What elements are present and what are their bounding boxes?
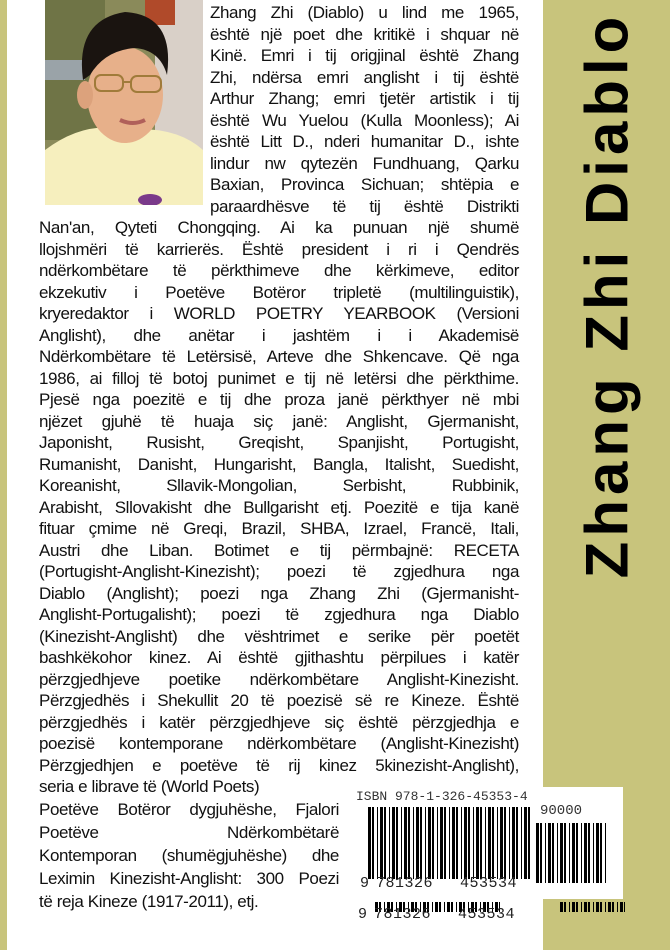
barcode-bar [372,807,374,879]
barcode-bar [600,823,602,883]
barcode-bar [524,807,527,879]
barcode-bar [516,807,518,879]
barcode-bar [464,807,467,879]
barcode-bar [377,807,378,879]
bio-line: paraardhësve të tij është Distrikti [210,196,519,216]
isbn-barcode [350,787,623,899]
barcode-bar [420,807,422,879]
barcode-bar [605,823,606,883]
price-code: 90000 [540,803,583,819]
barcode-bar [452,807,455,879]
bio-line: fituar çmime në Greqi, Brazil, SHBA, Izrael, Francë, Itali, [39,519,519,538]
bio-line: Përzgjedhjen e poetëve të rij kinez 5kinezisht-Anglisht), [39,755,519,775]
barcode-bar [584,902,587,912]
bio-line: (Kinezisht-Anglisht) dhe vështrimet e serike për poetët [39,626,519,646]
barcode-bar [608,902,611,912]
bio-line: Koreanisht, Sllavik-Mongolian, Serbisht, Rubbinik, [39,476,519,495]
barcode-bar [624,902,625,912]
left-cover-border [0,0,7,950]
bio-line: të reja Kineze (1917-2011), etj. [39,892,259,911]
barcode-echo-bars [560,902,625,912]
barcode-bar [572,823,575,883]
isbn-number: ISBN 978-1-326-45353-4 [356,789,528,804]
barcode-bar [500,807,503,879]
barcode-bar [435,902,438,912]
barcode-bar [564,902,566,912]
author-photo [45,0,203,205]
barcode-bar [504,807,506,879]
barcode-bar [444,902,445,912]
barcode-echo-lead-digit: 9 [358,906,368,923]
barcode-group-2: 453534 [460,875,518,892]
bio-line: është Wu Yuelou (Kulla Moonless); Ai [210,110,519,130]
barcode-bar [588,823,590,883]
bio-line: Anglisht), dhe anëtar i jashtëm i i Akademisë [39,325,519,345]
barcode-bar [569,902,570,912]
ean-barcode-bars [368,807,533,879]
barcode-bar [456,902,457,912]
barcode-bar [480,807,482,879]
barcode-bar [521,807,522,879]
barcode-bar [451,902,453,912]
barcode-bar [404,807,407,879]
bio-line: Austri dhe Liban. Botimet e tij përmbajnë: RECETA [39,540,519,560]
barcode-bar [440,807,443,879]
bio-line: Arthur Zhang; emri tjetër artistik i tij [210,89,519,108]
bio-line: lindur nw qytezën Fundhuang, Qarku [210,153,519,173]
barcode-bar [560,823,563,883]
bio-line: bashkëkohor kinez. Ai është gjithashtu përpilues i katër [39,648,519,667]
bio-line: ndërkombëtare të përkthimeve dhe kërkimeve, editor [39,261,519,280]
barcode-bar [396,807,398,879]
barcode-bar [380,807,383,879]
bio-line: Nan'an, Qyteti Chongqing. Ai ka punuan një shumë [39,218,519,237]
barcode-bar [552,823,554,883]
bio-line: është një poet dhe kritikë i shquar në [210,24,519,44]
barcode-bar [576,823,578,883]
bio-line: Përzgjedhës i Shekullit 20 të poezisë së re Kineze. Është [39,691,519,710]
barcode-bar [468,807,470,879]
barcode-bar [368,807,371,879]
barcode-bar [576,902,578,912]
bio-line: Zhi, ndërsa emri anglisht i tij është [210,67,519,87]
barcode-bar [581,902,582,912]
barcode-bar [584,823,587,883]
barcode-bar [437,807,438,879]
barcode-bar [447,902,450,912]
barcode-bar [557,823,558,883]
bio-line: përzgjedhjeve poetike ndërkombëtare Anglisht-Kinezisht. [39,669,519,689]
bio-line: 1986, ai filloj të botoj punimet e tij në letërsi dhe përkthime. [39,368,519,388]
bio-line: Ndërkombëtare të Letërsisë, Arteve dhe Shkencave. Që nga [39,347,519,366]
bio-line: (Portugisht-Anglisht-Kinezisht); poezi të zgjedhura nga [39,562,519,581]
barcode-bar [473,807,474,879]
bio-line: Baxian, Provinca Sichuan; shtëpia e [210,175,519,194]
barcode-echo-group-1: 781326 [374,906,432,923]
bio-line: Anglisht-Portugalisht); poezi të zgjedhura nga Diablo [39,605,519,624]
barcode-bar [389,807,390,879]
barcode-bar [548,823,551,883]
barcode-bar [545,823,546,883]
barcode-bar [425,807,426,879]
price-barcode-bars [536,823,606,883]
barcode-bar [528,807,530,879]
barcode-bar [572,902,575,912]
barcode-bar [384,807,386,879]
barcode-bar [560,902,563,912]
barcode-bar [401,807,402,879]
barcode-bar [605,902,606,912]
bio-line: kryeredaktor i WORLD POETRY YEARBOOK (Versioni [39,304,519,323]
barcode-bar [620,902,623,912]
barcode-group-1: 781326 [376,875,434,892]
barcode-bar [432,902,433,912]
bio-line: llojshmëri të karrierës. Është president i ri i Qendrës [39,239,519,259]
barcode-bar [512,807,515,879]
barcode-bar [596,823,599,883]
bio-line: Kinë. Emri i tij origjinal është Zhang [210,46,519,65]
barcode-bar [588,902,590,912]
bio-line: Poetëve Botëror dygjuhëshe, Fjalori [39,800,339,819]
barcode-bar [485,807,486,879]
barcode-bar [596,902,599,912]
barcode-echo-group-2: 453534 [458,906,516,923]
bio-line: Zhang Zhi (Diablo) u lind me 1965, [210,3,519,22]
barcode-bar [600,902,602,912]
bio-line: është Litt D., nderi humanitar D., ishte [210,132,519,151]
barcode-bar [536,823,539,883]
bio-line: Poetëve Ndërkombëtarë [39,823,339,842]
barcode-bar [581,823,582,883]
barcode-bar [569,823,570,883]
bio-line: seria e librave të (World Poets) [39,777,260,796]
barcode-bar [461,807,462,879]
bio-line: Rumanisht, Danisht, Hungarisht, Bangla, Italisht, Suedisht, [39,454,519,474]
barcode-bar [392,807,395,879]
bio-line: Diablo (Anglisht); poezi nga Zhang Zhi (Gjermanisht- [39,583,519,603]
barcode-bar [488,807,491,879]
bio-line: njëzet gjuhë të huaja siç janë: Anglisht, Gjermanisht, [39,411,519,431]
barcode-bar [432,807,434,879]
bio-line: poezisë kontemporane ndërkombëtare (Anglisht-Kinezisht) [39,734,519,753]
barcode-bar [408,807,410,879]
barcode-bar [593,902,594,912]
barcode-bar [439,902,441,912]
barcode-bar [476,807,479,879]
barcode-bar [509,807,510,879]
barcode-bar [428,807,431,879]
bio-line: Leximin Kinezisht-Anglisht: 300 Poezi [39,869,339,888]
bio-line: ekzekutiv i Poetëve Botëror tripletë (multilinguistik), [39,282,519,302]
bio-line: Pjesë nga poezitë e tij dhe proza janë përkthyer në mbi [39,390,519,409]
barcode-bar [593,823,594,883]
barcode-bar [456,807,458,879]
barcode-lead-digit: 9 [360,875,370,892]
barcode-bar [564,823,566,883]
bio-line: Arabisht, Sllovakisht dhe Bullgarisht etj. Poezitë e tija kanë [39,497,519,517]
bio-line: Kontemporan (shumëgjuhëshe) dhe [39,846,339,865]
barcode-bar [497,807,498,879]
barcode-bar [492,807,494,879]
barcode-bar [617,902,618,912]
bio-line: Japonisht, Rusisht, Greqisht, Spanjisht, Portugisht, [39,433,519,452]
barcode-bar [540,823,542,883]
barcode-bar [612,902,614,912]
barcode-bar [444,807,446,879]
bio-line: përzgjedhës i katër përzgjedhjeve siç është përzgjedhja e [39,712,519,732]
barcode-bar [413,807,414,879]
barcode-bar [449,807,450,879]
spine-title: Zhang Zhi Diablo [573,11,641,579]
barcode-bar [416,807,419,879]
